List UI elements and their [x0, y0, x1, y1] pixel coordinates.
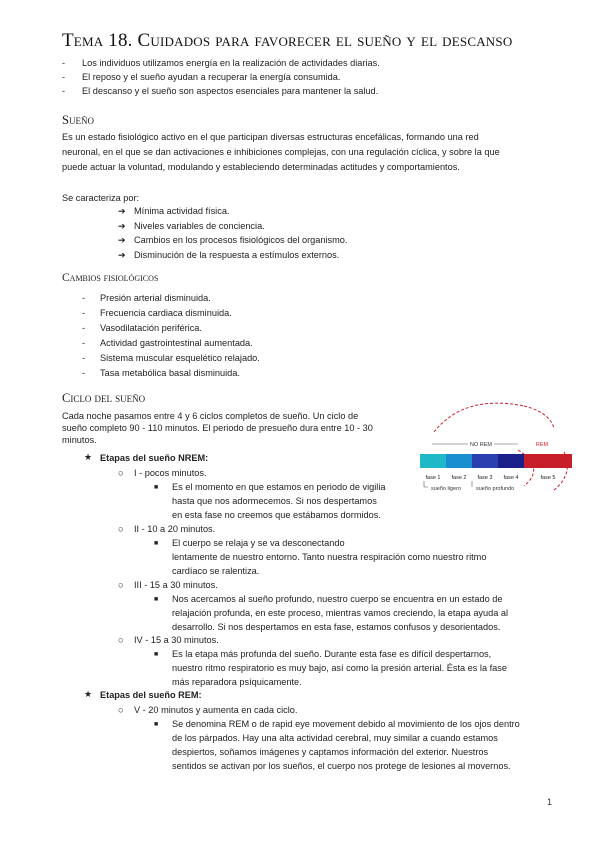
star-icon: ★ — [84, 452, 93, 462]
phase-label: fase 4 — [503, 475, 519, 481]
list-item: - Sistema muscular esquelético relajado. — [82, 353, 260, 363]
deep-sleep-label: sueño profundo — [476, 486, 515, 492]
list-item: - Presión arterial disminuida. — [82, 293, 211, 303]
list-item: - Frecuencia cardiaca disminuida. — [82, 308, 232, 318]
rem-label: REM — [535, 442, 549, 448]
square-bullet-icon: ■ — [154, 721, 159, 728]
section-heading-sueno: Sueño — [62, 113, 94, 127]
arrow-icon: ➔ — [118, 220, 126, 231]
light-sleep-label: sueño ligero — [431, 486, 461, 492]
section-heading-ciclo: Ciclo del sueño — [62, 391, 146, 405]
square-bullet-icon: ■ — [154, 484, 159, 491]
phase-label: fase 1 — [425, 475, 441, 481]
list-item: ➔ Cambios en los procesos fisiológicos del organismo. — [118, 235, 348, 245]
list-item: - Los individuos utilizamos energía en la realización de actividades diarias. — [62, 58, 380, 68]
square-bullet-icon: ■ — [154, 651, 159, 658]
phase-bar — [420, 454, 446, 468]
arrow-icon: ➔ — [118, 235, 126, 245]
no-rem-label: NO REM — [470, 442, 492, 448]
phase-label: fase 3 — [477, 475, 493, 481]
stage-description: ■ Es la etapa más profunda del sueño. Durante esta fase es difícil despertarnos, nuestro ritmo respiratorio es muy bajo, así como la presión arterial. Ésta es la fase más reparadora psíquicamente. — [154, 649, 507, 687]
stage-description: ■ Se denomina REM o de rapid eye movement debido al movimiento de los ojos dentro de los párpados. Hay una alta actividad cerebral, muy similar a cuando estamos despiertos, soñamos imágenes y captamos información del exterior. Nuestros sentidos se activan por los sueños, el cuerpo nos protege de lesiones al movernos. — [154, 719, 520, 771]
stage-description: ■ El cuerpo se relaja y se va desconectando lentamente de nuestro entorno. Tanto nuestra respiración como nuestro ritmo cardíaco se ralentiza. — [154, 538, 487, 576]
list-item: - Vasodilatación periférica. — [82, 323, 202, 333]
arrow-icon: ➔ — [118, 206, 126, 216]
square-bullet-icon: ■ — [154, 540, 159, 547]
list-item: - El descanso y el sueño son aspectos esenciales para mantener la salud. — [62, 86, 379, 96]
characterized-by-label: Se caracteriza por: — [62, 193, 140, 203]
sleep-cycle-diagram — [414, 398, 574, 502]
list-item: - Tasa metabólica basal disminuida. — [82, 368, 240, 378]
phase-label: fase 5 — [540, 475, 556, 481]
phase-bar — [446, 454, 472, 468]
phase-bar — [524, 454, 572, 468]
page-title: Tema 18. Cuidados para favorecer el sueño y el descanso — [62, 30, 513, 51]
list-item: - Actividad gastrointestinal aumentada. — [82, 338, 253, 348]
list-item: ➔ Niveles variables de conciencia. — [118, 220, 265, 231]
sueno-definition: Es un estado fisiológico activo en el que participan diversas estructuras encefálicas, formando una red neuronal, en el que se dan activaciones e inhibiciones complejas, con una regulación cíclica, y sobre la que puede actuar la voluntad, modulando y estableciendo determinadas actitudes y comportamientos. — [62, 132, 500, 172]
phase-bar — [498, 454, 524, 468]
section-heading-cambios: Cambios fisiológicos — [62, 272, 159, 284]
stage-description: ■ Nos acercamos al sueño profundo, nuestro cuerpo se encuentra en un estado de relajación profunda, en este proceso, mientras vamos creciendo, la etapa ayuda al desarrollo. Si nos despertamos en esta fase, estamos confusos y desorientados. — [154, 594, 509, 632]
ciclo-intro: Cada noche pasamos entre 4 y 6 ciclos completos de sueño. Un ciclo de sueño completo 90 - 110 minutos. El periodo de presueño dura entre 10 - 30 minutos. — [62, 411, 373, 445]
list-item: - El reposo y el sueño ayudan a recuperar la energía consumida. — [62, 72, 341, 82]
list-item: ➔ Mínima actividad física. — [118, 206, 230, 216]
stage-description: ■ Es el momento en que estamos en periodo de vigilia hasta que nos adormecemos. Si nos despertamos en esta fase no creemos que estábamos dormidos. — [154, 482, 386, 520]
phase-bar — [472, 454, 498, 468]
square-bullet-icon: ■ — [154, 596, 159, 603]
page-number: 1 — [546, 797, 552, 807]
phase-label: fase 2 — [451, 475, 467, 481]
arrow-icon: ➔ — [118, 249, 126, 260]
star-icon: ★ — [84, 689, 93, 699]
list-item: ➔ Disminución de la respuesta a estímulos externos. — [118, 249, 340, 260]
